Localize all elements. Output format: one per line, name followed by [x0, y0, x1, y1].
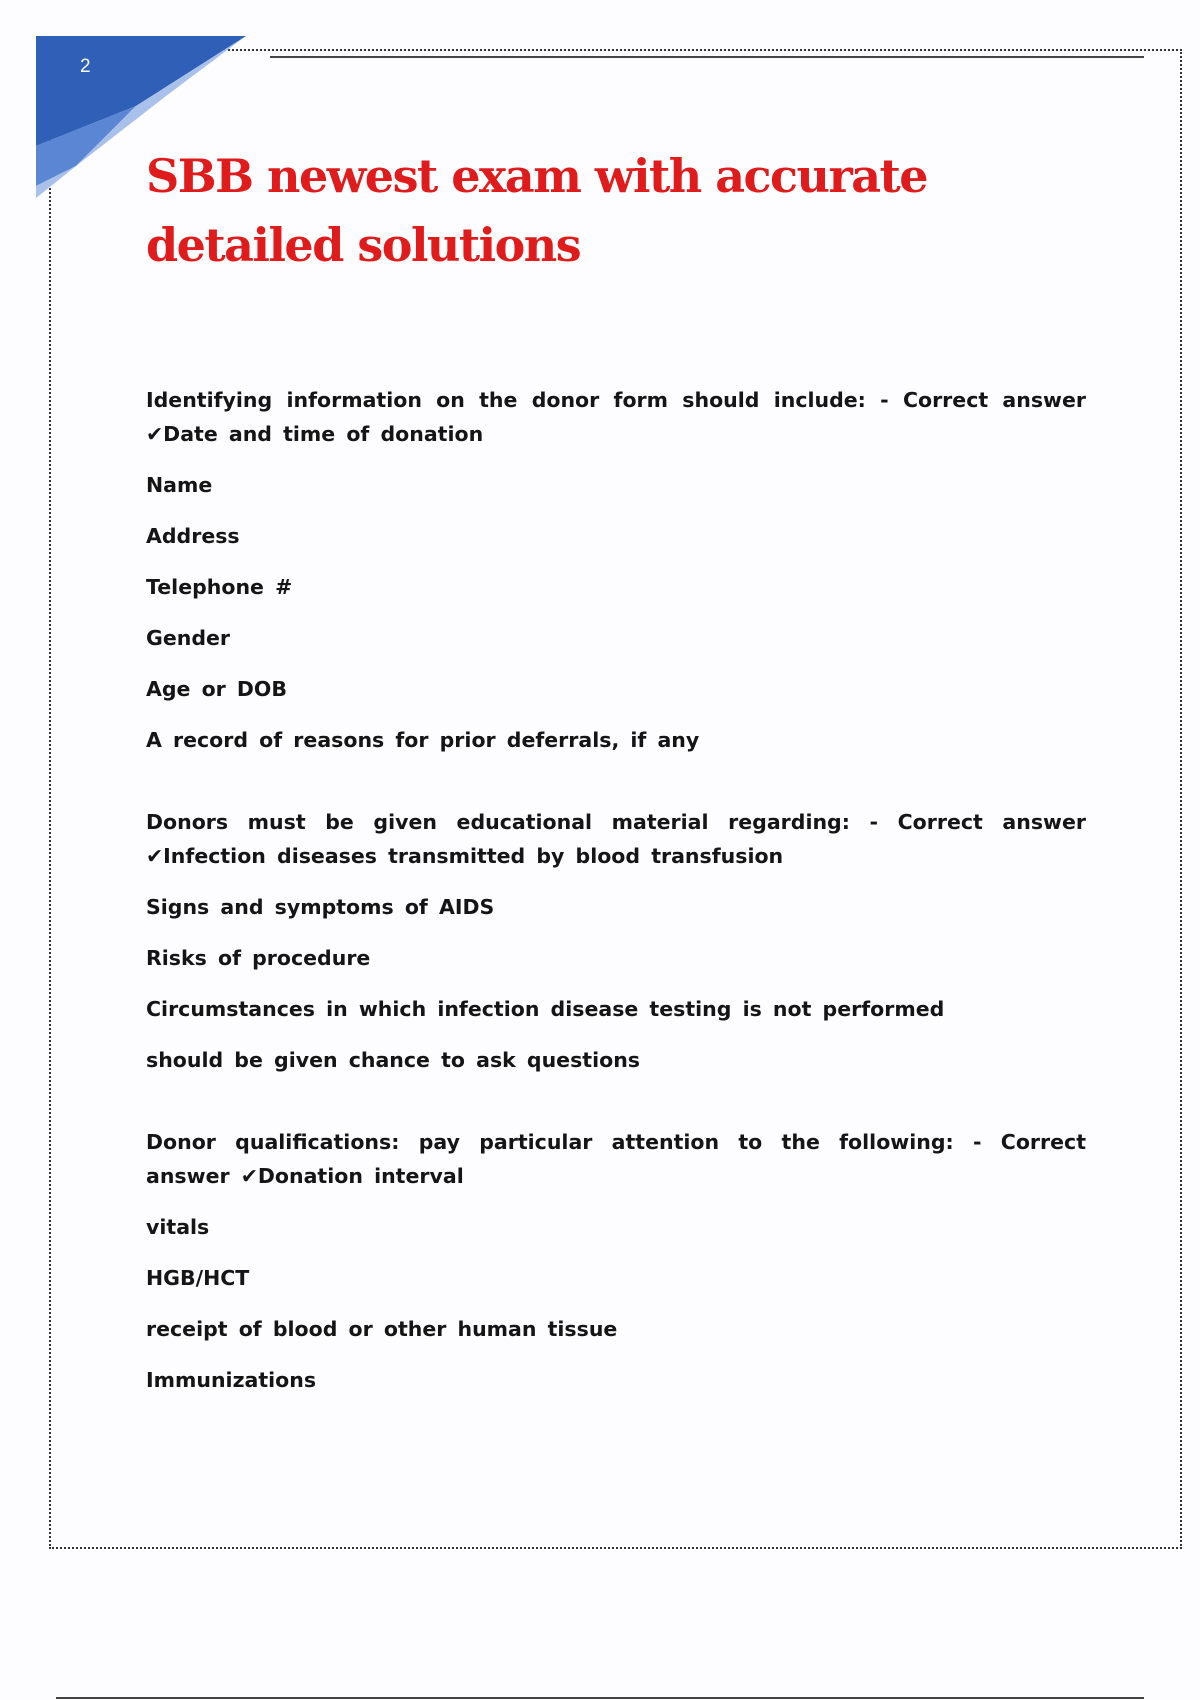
answer-item: Signs and symptoms of AIDS	[146, 895, 495, 919]
question-text: Identifying information on the donor form should include: - Correct answer ✔Date and time of donation	[146, 388, 1086, 446]
question-text: Donor qualifications: pay particular attention to the following: - Correct answer ✔Donation interval	[146, 1130, 1086, 1188]
footer-rule	[56, 1697, 1144, 1699]
answer-item: Address	[146, 524, 240, 548]
qa-block	[146, 1125, 1086, 1397]
answer-item: Immunizations	[146, 1368, 317, 1392]
qa-block	[146, 383, 1086, 757]
answer-item: vitals	[146, 1215, 210, 1239]
answer-item: Age or DOB	[146, 677, 287, 701]
answer-item: Name	[146, 473, 213, 497]
answer-item: Circumstances in which infection disease testing is not performed	[146, 997, 945, 1021]
qa-block	[146, 805, 1086, 1077]
header-rule	[270, 56, 1144, 58]
answer-item: Telephone #	[146, 575, 293, 599]
answer-item: HGB/HCT	[146, 1266, 250, 1290]
document-title: SBB newest exam with accurate detailed solutions	[146, 149, 928, 272]
answer-item: Risks of procedure	[146, 946, 371, 970]
corner-shape-dark	[36, 36, 246, 146]
answer-item: Gender	[146, 626, 231, 650]
answer-item: A record of reasons for prior deferrals, if any	[146, 728, 700, 752]
answer-item: should be given chance to ask questions	[146, 1048, 640, 1072]
document-body	[146, 383, 1086, 1445]
answer-item: receipt of blood or other human tissue	[146, 1317, 618, 1341]
question-text: Donors must be given educational material regarding: - Correct answer ✔Infection diseases transmitted by blood transfusion	[146, 810, 1086, 868]
page-number: 2	[80, 56, 91, 77]
